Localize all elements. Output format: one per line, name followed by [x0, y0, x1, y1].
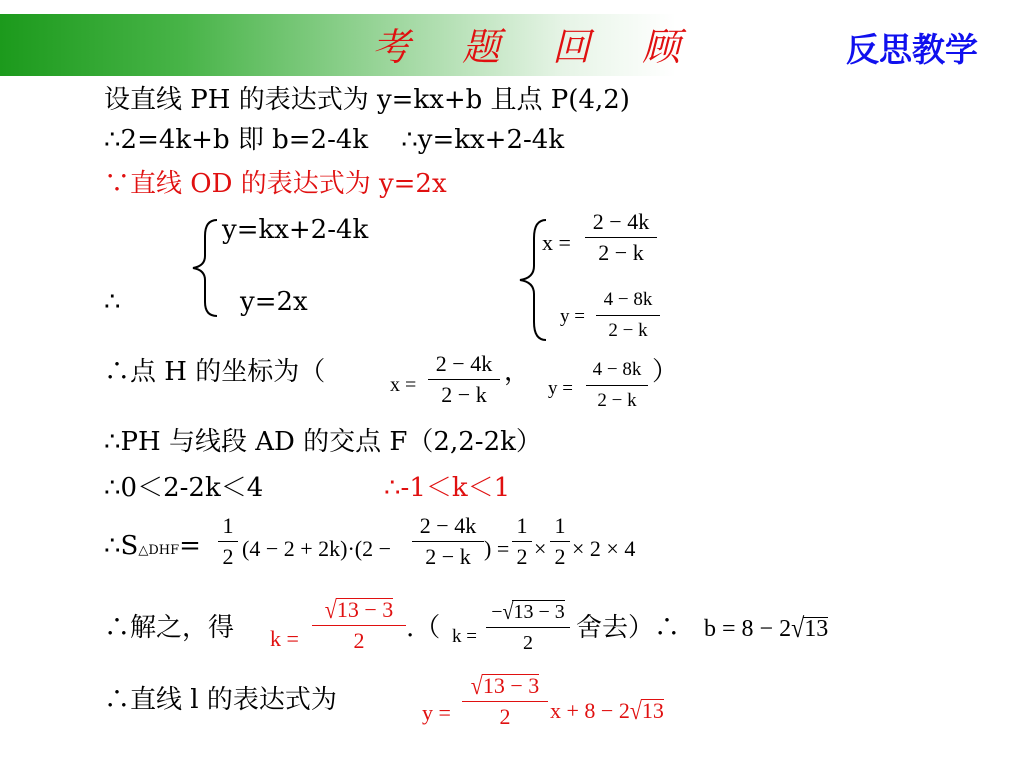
fraction-denominator: 2 − k: [608, 320, 648, 341]
times-sign: ×: [534, 536, 547, 561]
line-5-comma: ，: [504, 357, 531, 387]
area-subscript: △DHF: [138, 543, 180, 558]
solution-y-fraction: [596, 288, 660, 343]
half-fraction-1: 1 2: [218, 514, 238, 569]
line-2: ∴2=4k+b 即 b=2-4k ∴y=kx+2-4k: [104, 125, 565, 155]
line-5-prefix: ∴点 H 的坐标为（: [104, 357, 326, 387]
slide-title: 考 题 回 顾: [372, 25, 701, 69]
solution-y-lhs: y =: [560, 306, 585, 327]
line-3: ∵直线 OD 的表达式为 y=2x: [104, 169, 447, 199]
system-eq-1: y=kx+2-4k: [222, 215, 369, 245]
therefore-symbol: ∴: [104, 287, 121, 317]
solution-x-lhs: x =: [542, 230, 571, 255]
area-inner-fraction: 2 − 4k 2 − k: [412, 514, 484, 569]
system-eq-2: y=2x: [240, 287, 308, 317]
k-solution-fraction: √13 − 3 2: [312, 598, 406, 653]
fraction-numerator: 2 − 4k: [592, 209, 650, 234]
half-fraction-2: 1 2: [512, 514, 532, 569]
k-solution-lhs: k =: [270, 626, 299, 651]
fraction-denominator: 2 − k: [598, 240, 644, 265]
line-8-prefix: ∴S△DHF=: [104, 531, 201, 561]
h-y-lhs: y =: [548, 378, 573, 399]
line-7-a: ∴0＜2-2k＜4: [104, 473, 264, 503]
fraction-denominator: 2 − k: [441, 382, 487, 407]
h-y-fraction: [586, 358, 648, 413]
line-9-tail: 舍去）∴: [576, 613, 681, 643]
final-intercept: x + 8 − 2√13: [550, 696, 664, 725]
line-5-close: ）: [652, 357, 679, 387]
fraction-numerator: 4 − 8k: [592, 359, 642, 380]
line-9-prefix: ∴解之，得: [104, 613, 235, 643]
k-rejected-fraction: −√13 − 3 2: [486, 600, 570, 655]
left-brace: [185, 218, 225, 318]
h-x-lhs: x =: [390, 374, 417, 396]
fraction-numerator: 4 − 8k: [603, 289, 653, 310]
b-value: b = 8 − 2√13: [704, 613, 829, 644]
area-expr-tail: × 2 × 4: [572, 536, 636, 561]
area-expr-close: ) =: [484, 536, 510, 561]
line-9-mid: .（: [406, 613, 441, 643]
line-7-b: ∴-1＜k＜1: [384, 473, 511, 503]
half-fraction-3: 1 2: [550, 514, 570, 569]
header-right-label: 反思教学: [846, 30, 978, 69]
h-x-fraction: [428, 352, 500, 407]
fraction-denominator: 2 − k: [597, 390, 637, 411]
fraction-numerator: 2 − 4k: [435, 351, 493, 376]
area-expr-mid: (4 − 2 + 2k)·(2 −: [242, 536, 392, 561]
k-rejected-lhs: k =: [452, 626, 477, 647]
final-slope-fraction: √13 − 3 2: [462, 674, 548, 729]
line-6: ∴PH 与线段 AD 的交点 F（2,2-2k）: [104, 427, 542, 457]
solution-x-fraction: [585, 210, 657, 265]
line-10-prefix: ∴直线 l 的表达式为: [104, 685, 337, 715]
line-1: 设直线 PH 的表达式为 y=kx+b 且点 P(4,2): [104, 85, 630, 115]
final-y-lhs: y =: [422, 700, 451, 725]
